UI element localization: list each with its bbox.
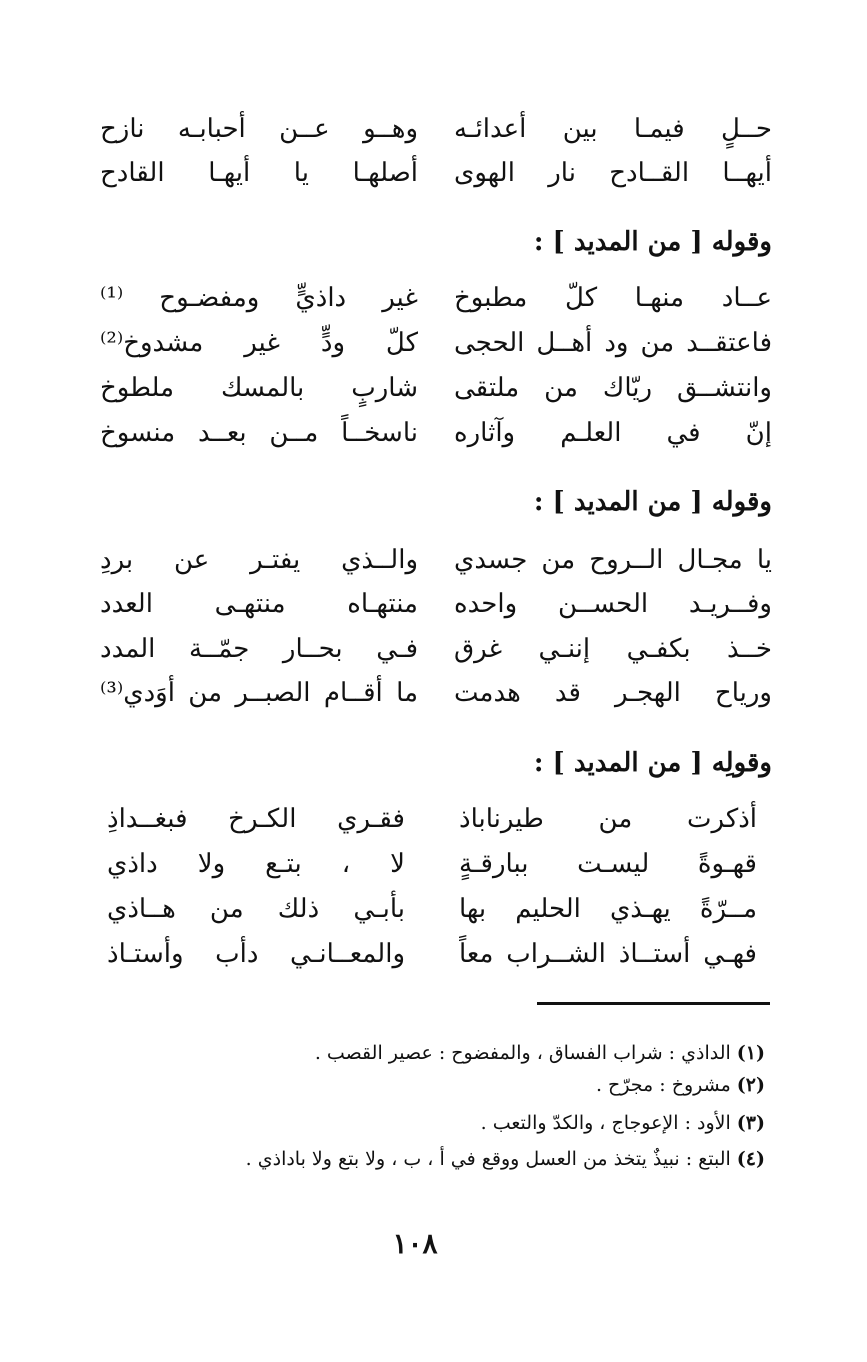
footnote-number: (٣) xyxy=(736,1112,765,1134)
verse-second-hemistich: والمعــانـي دأب وأستـاذ xyxy=(107,939,405,969)
footnote-text: البتع : نبيذٌ يتخذ من العسل ووقع في أ ، ب ، ولا بتع ولا باداذي . xyxy=(245,1148,731,1170)
verse-first-hemistich: إنّ في العلـم وآثاره xyxy=(454,418,772,448)
poem-verse xyxy=(100,671,772,715)
footnote-number: (١) xyxy=(736,1042,765,1064)
verse-first-hemistich: فاعتقــد من ود أهــل الحجى xyxy=(454,328,772,358)
verse-second-hemistich: كلّ ودٍّ غير مشدوخ⁽²⁾ xyxy=(100,328,418,358)
verse-first-hemistich: حــلٍ فيمـا بين أعدائـه xyxy=(454,114,772,144)
footnote xyxy=(481,1107,765,1139)
page-number: ١٠٨ xyxy=(392,1227,438,1260)
poem-verse xyxy=(100,538,772,582)
poem-verse xyxy=(107,887,757,931)
verse-second-hemistich: فـي بحــار جمّــة المدد xyxy=(100,634,418,664)
verse-first-hemistich: يا مجـال الــروح من جسدي xyxy=(454,545,772,575)
footnote xyxy=(246,1143,765,1175)
verse-first-hemistich: ورياح الهجـر قد هدمت xyxy=(454,678,772,708)
verse-first-hemistich: خــذ بكفـي إننـي غرق xyxy=(454,634,772,664)
footnote xyxy=(596,1069,765,1101)
poem-verse xyxy=(100,582,772,626)
verse-second-hemistich: والــذي يفتـر عن بردِ xyxy=(100,545,418,575)
poem-verse xyxy=(100,411,772,455)
footnote xyxy=(315,1037,765,1069)
poem-verse xyxy=(100,107,772,151)
verse-first-hemistich: عــاد منهـا كلّ مطبوخ xyxy=(454,283,772,313)
footnote-text: الداذي : شراب الفساق ، والمفضوح : عصير القصب . xyxy=(314,1042,731,1064)
verse-second-hemistich: شاربٍ بالمسك ملطوخ xyxy=(100,373,418,403)
verse-first-hemistich: وفــريـد الحســن واحده xyxy=(454,589,772,619)
verse-first-hemistich: وانتشــق ريّاك من ملتقى xyxy=(454,373,772,403)
poem-verse xyxy=(107,797,757,841)
verse-first-hemistich: أيهــا القــادح نار الهوى xyxy=(454,158,772,188)
verse-first-hemistich: فهـي أستــاذ الشــراب معاً xyxy=(459,939,757,969)
verse-second-hemistich: ما أقــام الصبــر من أوَدي⁽³⁾ xyxy=(100,678,418,708)
poem-verse xyxy=(107,932,757,976)
verse-second-hemistich: لا ، بتـع ولا داذي xyxy=(107,849,405,879)
verse-second-hemistich: وهــو عــن أحبابـه نازح xyxy=(100,114,418,144)
poem-verse xyxy=(100,321,772,365)
verse-second-hemistich: ناسخــاً مــن بعــد منسوخ xyxy=(100,418,418,448)
verse-first-hemistich: مــرّةً يهـذي الحليم بها xyxy=(459,894,757,924)
verse-first-hemistich: قهـوةً ليسـت ببارقـةٍ xyxy=(459,849,757,879)
poem-verse xyxy=(100,627,772,671)
verse-first-hemistich: أذكرت من طيرناباذ xyxy=(459,804,757,834)
verse-second-hemistich: بأبـي ذلك من هــاذي xyxy=(107,894,405,924)
footnote-text: الأود : الإعوجاج ، والكدّ والتعب . xyxy=(480,1112,731,1134)
poem-verse xyxy=(107,842,757,886)
section-heading: وقوله [ من المديد ] : xyxy=(533,227,772,257)
verse-second-hemistich: غير داذيٍّ ومفضـوح ⁽¹⁾ xyxy=(100,283,418,313)
poem-verse xyxy=(100,276,772,320)
footnote-number: (٢) xyxy=(736,1074,765,1096)
footnote-number: (٤) xyxy=(736,1148,765,1170)
section-heading: وقولِه [ من المديد ] : xyxy=(533,748,772,778)
footnote-separator xyxy=(537,1002,770,1005)
section-heading: وقوله [ من المديد ] : xyxy=(533,487,772,517)
verse-second-hemistich: أصلهـا يا أيهـا القادح xyxy=(100,158,418,188)
verse-second-hemistich: منتهـاه منتهـى العدد xyxy=(100,589,418,619)
footnote-text: مشروخ : مجرّح . xyxy=(595,1074,731,1096)
verse-second-hemistich: فقـري الكـرخ فبغــداذِ xyxy=(107,804,405,834)
poem-verse xyxy=(100,366,772,410)
poem-verse xyxy=(100,151,772,195)
